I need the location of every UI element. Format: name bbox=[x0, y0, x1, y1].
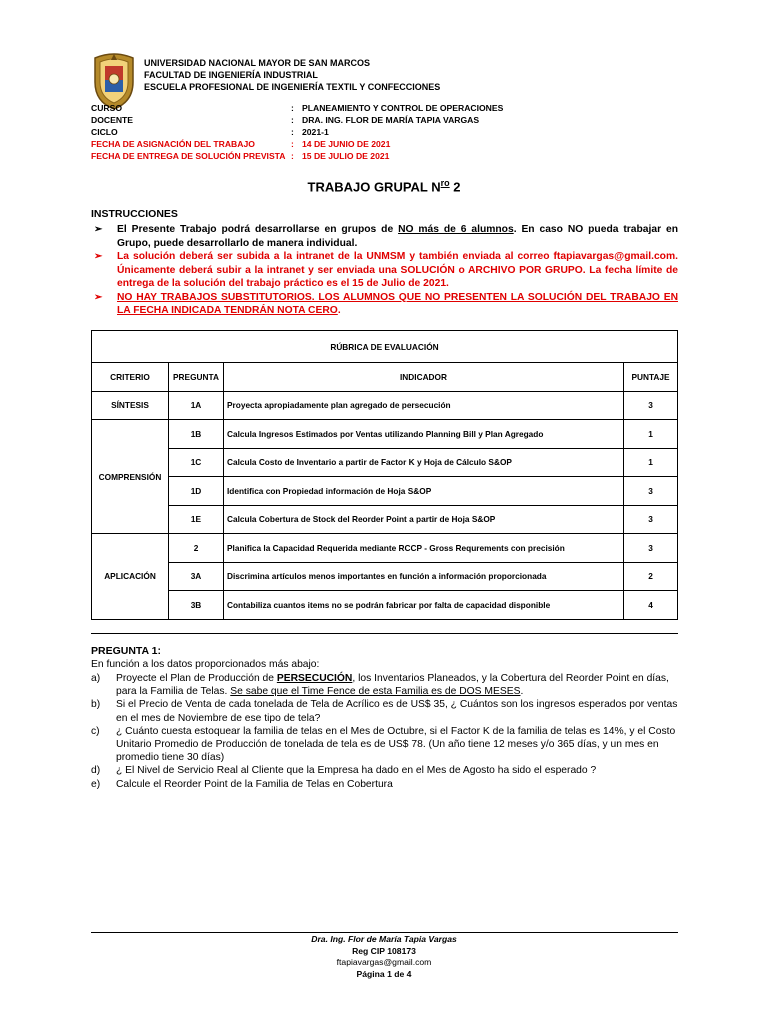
institution-header bbox=[144, 57, 440, 93]
meta-label: FECHA DE ASIGNACIÓN DEL TRABAJO bbox=[91, 139, 255, 149]
title-superscript: ro bbox=[440, 178, 450, 188]
indicador-cell: Calcula Ingresos Estimados por Ventas utilizando Planning Bill y Plan Agregado bbox=[224, 420, 624, 449]
instruction-text: El Presente Trabajo podrá desarrollarse en grupos de bbox=[117, 224, 399, 235]
pregunta-cell: 1A bbox=[169, 391, 224, 420]
meta-label: CICLO bbox=[91, 127, 118, 137]
meta-row-due-date bbox=[91, 150, 691, 162]
pregunta-cell: 1B bbox=[169, 420, 224, 449]
meta-label: FECHA DE ENTREGA DE SOLUCIÓN PREVISTA bbox=[91, 151, 286, 161]
indicador-cell: Identifica con Propiedad información de Hoja S&OP bbox=[224, 477, 624, 506]
item-text: Si el Precio de Venta de cada tonelada de Tela de Acrílico es de US$ 35, ¿ Cuántos son los ingresos esperados por ventas en el mes de Noviembre de ese tipo de tela? bbox=[116, 699, 678, 724]
faculty-name: FACULTAD DE INGENIERÍA INDUSTRIAL bbox=[144, 70, 318, 80]
criterio-cell: COMPRENSIÓN bbox=[92, 420, 169, 534]
item-key: a) bbox=[91, 673, 101, 684]
table-row bbox=[92, 534, 678, 563]
instruction-underlined: NO HAY TRABAJOS SUBSTITUTORIOS. LOS ALUMNOS QUE NO PRESENTEN LA SOLUCIÓN DEL TRABAJO EN LA FECHA INDICADA TENDRÁN NOTA CERO bbox=[117, 291, 678, 316]
instruction-item bbox=[91, 291, 678, 318]
table-row bbox=[92, 448, 678, 477]
arrow-bullet-icon: ➢ bbox=[94, 224, 103, 235]
indicador-cell: Planifica la Capacidad Requerida mediante RCCP - Gross Requrements con precisión bbox=[224, 534, 624, 563]
meta-label: CURSO bbox=[91, 103, 123, 113]
question-item-b bbox=[91, 698, 678, 724]
puntaje-cell: 3 bbox=[624, 505, 678, 534]
header-criterio: CRITERIO bbox=[92, 363, 169, 392]
question-item-d bbox=[91, 764, 678, 777]
puntaje-cell: 3 bbox=[624, 391, 678, 420]
header-puntaje: PUNTAJE bbox=[624, 363, 678, 392]
indicador-cell: Calcula Costo de Inventario a partir de Factor K y Hoja de Cálculo S&OP bbox=[224, 448, 624, 477]
instruction-item bbox=[91, 250, 678, 291]
instruction-text: . En caso NO pueda trabajar en Grupo, puede desarrollarlo de manera individual. bbox=[117, 224, 678, 249]
pregunta-cell: 1E bbox=[169, 505, 224, 534]
pregunta-cell: 3B bbox=[169, 591, 224, 620]
question-items bbox=[91, 672, 678, 791]
title-number: 2 bbox=[449, 179, 461, 195]
pregunta-cell: 2 bbox=[169, 534, 224, 563]
arrow-bullet-icon: ➢ bbox=[94, 251, 103, 262]
instruction-item bbox=[91, 223, 678, 250]
puntaje-cell: 1 bbox=[624, 420, 678, 449]
header-pregunta: PREGUNTA bbox=[169, 363, 224, 392]
footer-name: Dra. Ing. Flor de María Tapia Vargas bbox=[311, 934, 457, 944]
item-text: Proyecte el Plan de Producción de bbox=[116, 673, 277, 684]
footer-divider bbox=[91, 932, 678, 933]
pregunta-cell: 1D bbox=[169, 477, 224, 506]
footer-email: ftapiavargas@gmail.com bbox=[336, 957, 432, 967]
table-row bbox=[92, 591, 678, 620]
criterio-cell: SÍNTESIS bbox=[92, 391, 169, 420]
item-emphasis: PERSECUCIÓN bbox=[276, 673, 353, 684]
meta-value: 2021-1 bbox=[302, 127, 329, 137]
meta-separator: : bbox=[291, 139, 294, 149]
table-row bbox=[92, 562, 678, 591]
item-key: b) bbox=[91, 699, 101, 711]
page-footer bbox=[0, 934, 768, 980]
indicador-cell: Contabiliza cuantos items no se podrán fabricar por falta de capacidad disponible bbox=[224, 591, 624, 620]
instruction-underlined: NO más de 6 alumnos bbox=[398, 224, 514, 235]
footer-page: Página 1 de 4 bbox=[356, 968, 412, 979]
puntaje-cell: 3 bbox=[624, 534, 678, 563]
item-text: ¿ El Nivel de Servicio Real al Cliente que la Empresa ha dado en el Mes de Agosto ha sido el esperado ? bbox=[116, 765, 597, 777]
indicador-cell: Discrimina artículos menos importantes en función a información proporcionada bbox=[224, 562, 624, 591]
meta-row-teacher bbox=[91, 114, 691, 126]
indicador-cell: Calcula Cobertura de Stock del Reorder Point a partir de Hoja S&OP bbox=[224, 505, 624, 534]
pregunta-cell: 3A bbox=[169, 562, 224, 591]
header-indicador: INDICADOR bbox=[224, 363, 624, 392]
rubric-table bbox=[91, 330, 678, 620]
meta-value: 14 DE JUNIO DE 2021 bbox=[302, 139, 391, 149]
item-underlined: Se sabe que el Time Fence de esta Familia es de DOS MESES bbox=[230, 686, 521, 698]
puntaje-cell: 2 bbox=[624, 562, 678, 591]
meta-separator: : bbox=[291, 103, 294, 113]
item-key: e) bbox=[91, 778, 101, 790]
university-name: UNIVERSIDAD NACIONAL MAYOR DE SAN MARCOS bbox=[144, 58, 371, 68]
meta-separator: : bbox=[291, 127, 294, 137]
meta-value: 15 DE JULIO DE 2021 bbox=[302, 151, 390, 161]
instruction-text: . bbox=[337, 305, 341, 316]
meta-row-assignment-date bbox=[91, 138, 691, 150]
indicador-cell: Proyecta apropiadamente plan agregado de persecución bbox=[224, 391, 624, 420]
section-divider bbox=[91, 633, 678, 634]
table-row bbox=[92, 505, 678, 534]
table-row bbox=[92, 477, 678, 506]
meta-row-course bbox=[91, 102, 691, 114]
course-info bbox=[91, 102, 691, 162]
pregunta-cell: 1C bbox=[169, 448, 224, 477]
puntaje-cell: 4 bbox=[624, 591, 678, 620]
rubric-header-row bbox=[92, 363, 678, 392]
question-intro: En función a los datos proporcionados más abajo: bbox=[91, 659, 320, 670]
table-row bbox=[92, 391, 678, 420]
instruction-text: La solución deberá ser subida a la intranet de la UNMSM y también enviada al correo ftapiavargas@gmail.com. Únicamente deberá subir a la intranet y ser enviada una SOLUCIÓN o ARCHIVO POR GRUPO. La fecha límite de entrega de la solución del trabajo práctico es el 15 de Julio de 2021. bbox=[117, 251, 678, 289]
instructions-list bbox=[91, 223, 678, 318]
school-name: ESCUELA PROFESIONAL DE INGENIERÍA TEXTIL Y CONFECCIONES bbox=[144, 82, 441, 92]
item-text: ¿ Cuánto cuesta estoquear la familia de telas en el Mes de Octubre, si el Factor K de la familia de telas es 14%, y el Costo Unitario Promedio de Producción de tonelada de tela es de US$ 78. (Un año tiene 12 meses y/o 365 días, y un mes en promedio tiene 30 días) bbox=[116, 725, 676, 764]
item-text: , los Inventarios Planeados, y la Cobertura del Reorder Point en días, para la Familia de Telas. bbox=[116, 673, 669, 698]
arrow-bullet-icon: ➢ bbox=[94, 291, 103, 303]
item-text: Calcule el Reorder Point de la Familia de Telas en Cobertura bbox=[116, 778, 393, 790]
question-heading: PREGUNTA 1: bbox=[91, 645, 162, 657]
table-row bbox=[92, 420, 678, 449]
item-text: . bbox=[520, 686, 524, 698]
meta-separator: : bbox=[291, 115, 294, 125]
meta-label: DOCENTE bbox=[91, 115, 134, 125]
rubric-caption-row bbox=[92, 331, 678, 363]
puntaje-cell: 3 bbox=[624, 477, 678, 506]
question-item-c bbox=[91, 725, 678, 765]
rubric-caption: RÚBRICA DE EVALUACIÓN bbox=[92, 331, 678, 363]
question-item-e bbox=[91, 778, 678, 791]
meta-row-cycle bbox=[91, 126, 691, 138]
meta-value: PLANEAMIENTO Y CONTROL DE OPERACIONES bbox=[302, 103, 504, 113]
criterio-cell: APLICACIÓN bbox=[92, 534, 169, 620]
footer-reg: Reg CIP 108173 bbox=[352, 945, 416, 956]
title-text: TRABAJO GRUPAL N bbox=[307, 179, 441, 195]
item-key: d) bbox=[91, 765, 101, 777]
puntaje-cell: 1 bbox=[624, 448, 678, 477]
meta-separator: : bbox=[291, 151, 294, 161]
item-key: c) bbox=[91, 725, 100, 737]
meta-value: DRA. ING. FLOR DE MARÍA TAPIA VARGAS bbox=[302, 115, 480, 125]
question-item-a bbox=[91, 672, 678, 698]
instructions-heading: INSTRUCCIONES bbox=[91, 208, 178, 220]
document-title bbox=[0, 178, 768, 194]
